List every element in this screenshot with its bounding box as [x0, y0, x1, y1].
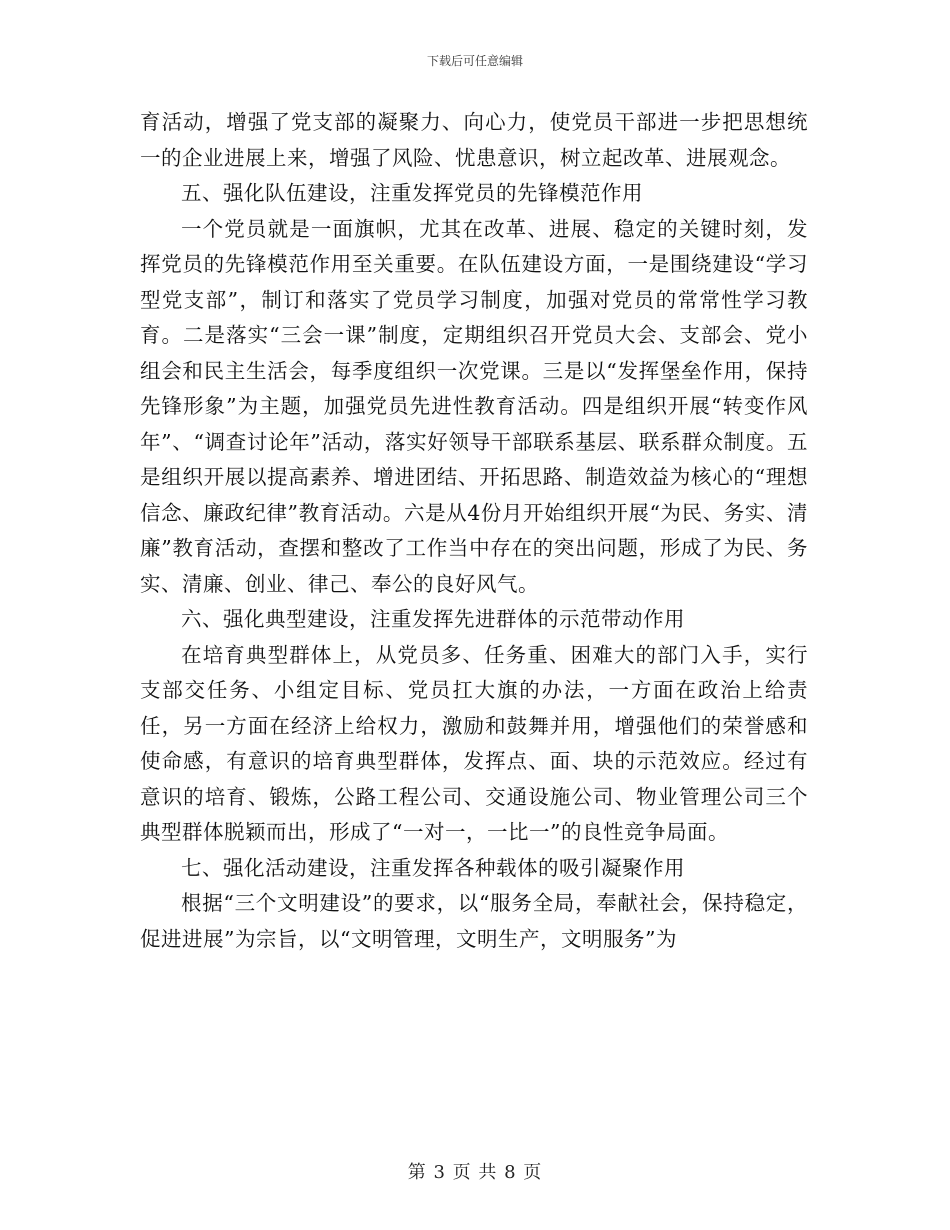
paragraph-team-building: 一个党员就是一面旗帜，尤其在改革、进展、稳定的关键时刻，发挥党员的先锋模范作用至关重要。在队伍建设方面，一是围绕建设“学习型党支部”，制订和落实了党员学习制度，加强对党员的常常性学习教育。二是落实“三会一课”制度，定期组织召开党员大会、支部会、党小组会和民主生活会，每季度组织一次党课。三是以“发挥堡垒作用，保持先锋形象”为主题，加强党员先进性教育活动。四是组织开展“转变作风年”、“调查讨论年”活动，落实好领导干部联系基层、联系群众制度。五是组织开展以提高素养、增进团结、开拓思路、制造效益为核心的“理想信念、廉政纪律”教育活动。六是从4份月开始组织开展“为民、务实、清廉”教育活动，查摆和整改了工作当中存在的突出问题，形成了为民、务实、清廉、创业、律己、奉公的良好风气。	[140, 216, 808, 596]
document-body	[140, 105, 808, 957]
paragraph-continuation: 育活动，增强了党支部的凝聚力、向心力，使党员干部进一步把思想统一的企业进展上来，增强了风险、忧患意识，树立起改革、进展观念。	[140, 110, 808, 170]
section-heading-7: 七、强化活动建设，注重发挥各种载体的吸引凝聚作用	[181, 855, 685, 880]
paragraph-model-building: 在培育典型群体上，从党员多、任务重、困难大的部门入手，实行支部交任务、小组定目标、党员扛大旗的办法，一方面在政治上给责任，另一方面在经济上给权力，激励和鼓舞并用，增强他们的荣誉感和使命感，有意识的培育典型群体，发挥点、面、块的示范效应。经过有意识的培育、锻炼，公路工程公司、交通设施公司、物业管理公司三个典型群体脱颖而出，形成了“一对一，一比一”的良性竞争局面。	[140, 642, 808, 844]
page-number: 第 3 页 共 8 页	[407, 1162, 543, 1183]
page-header-note: 下载后可任意编辑	[426, 54, 523, 68]
section-heading-5: 五、强化队伍建设，注重发挥党员的先锋模范作用	[181, 181, 643, 205]
section-heading-6: 六、强化典型建设，注重发挥先进群体的示范带动作用	[181, 607, 685, 631]
paragraph-activity-building: 根据“三个文明建设”的要求，以“服务全局，奉献社会，保持稳定，促进进展”为宗旨，以“文明管理，文明生产，文明服务”为	[140, 891, 808, 951]
